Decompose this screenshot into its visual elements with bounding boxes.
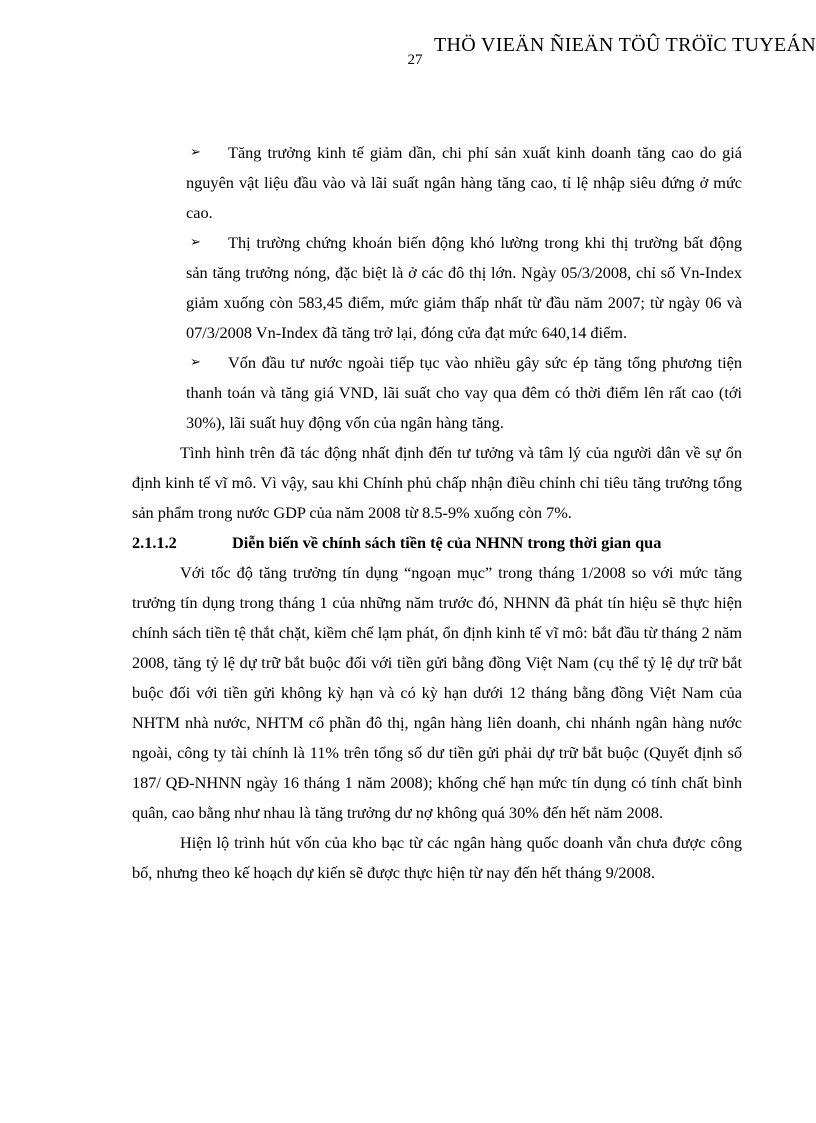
bullet-text: Tăng trưởng kinh tế giảm dần, chi phí sản xuất kinh doanh tăng cao do giá nguyên vật liệu đầu vào và lãi suất ngân hàng tăng cao, tỉ lệ nhập siêu đứng ở mức cao. bbox=[186, 143, 742, 222]
section-number: 2.1.1.2 bbox=[132, 533, 177, 552]
bullet-item bbox=[134, 138, 742, 228]
bullet-text: Vốn đầu tư nước ngoài tiếp tục vào nhiều gây sức ép tăng tổng phương tiện thanh toán và tăng giá VND, lãi suất cho vay qua đêm có thời điểm lên rất cao (tới 30%), lãi suất huy động vốn của ngân hàng tăng. bbox=[186, 353, 742, 432]
header-brand-text: THÖ VIEÄN ÑIEÄN TÖÛ TRÖÏC TUYEÁN bbox=[434, 34, 816, 56]
bullet-item bbox=[134, 228, 742, 348]
arrow-bullet-icon: ➢ bbox=[190, 355, 201, 370]
document-body bbox=[134, 138, 742, 888]
arrow-bullet-icon: ➢ bbox=[190, 235, 201, 250]
section-title: Diễn biến về chính sách tiền tệ của NHNN trong thời gian qua bbox=[232, 533, 662, 552]
paragraph: Với tốc độ tăng trưởng tín dụng “ngoạn mục” trong tháng 1/2008 so với mức tăng trưởng tín dụng trong tháng 1 của những năm trước đó, NHNN đã phát tín hiệu sẽ thực hiện chính sách tiền tệ thắt chặt, kiềm chế lạm phát, ổn định kinh tế vĩ mô: bắt đầu từ tháng 2 năm 2008, tăng tỷ lệ dự trữ bắt buộc đối với tiền gửi bằng đồng Việt Nam (cụ thể tỷ lệ dự trữ bắt buộc đối với tiền gửi không kỳ hạn và có kỳ hạn dưới 12 tháng bằng đồng Việt Nam của NHTM nhà nước, NHTM cổ phần đô thị, ngân hàng liên doanh, chi nhánh ngân hàng nước ngoài, công ty tài chính là 11% trên tổng số dư tiền gửi phải dự trữ bắt buộc (Quyết định số 187/ QĐ-NHNN ngày 16 tháng 1 năm 2008); khống chế hạn mức tín dụng có tính chất bình quân, cao bằng như nhau là tăng trưởng dư nợ không quá 30% đến hết năm 2008. bbox=[132, 563, 742, 822]
section-heading bbox=[132, 528, 742, 558]
arrow-bullet-icon: ➢ bbox=[190, 145, 201, 160]
bullet-item bbox=[134, 348, 742, 438]
page-number: 27 bbox=[407, 52, 423, 68]
bullet-text: Thị trường chứng khoán biến động khó lường trong khi thị trường bất động sản tăng trưởng nóng, đặc biệt là ở các đô thị lớn. Ngày 05/3/2008, chỉ số Vn-Index giảm xuống còn 583,45 điểm, mức giảm thấp nhất từ đầu năm 2007; từ ngày 06 và 07/3/2008 Vn-Index đã tăng trở lại, đóng cửa đạt mức 640,14 điểm. bbox=[186, 233, 742, 342]
paragraph: Tình hình trên đã tác động nhất định đến tư tưởng và tâm lý của người dân về sự ổn định kinh tế vĩ mô. Vì vậy, sau khi Chính phủ chấp nhận điều chỉnh chỉ tiêu tăng trưởng tổng sản phẩm trong nước GDP của năm 2008 từ 8.5-9% xuống còn 7%. bbox=[132, 443, 742, 522]
paragraph: Hiện lộ trình hút vốn của kho bạc từ các ngân hàng quốc doanh vẫn chưa được công bố, nhưng theo kế hoạch dự kiến sẽ được thực hiện từ nay đến hết tháng 9/2008. bbox=[132, 833, 742, 882]
